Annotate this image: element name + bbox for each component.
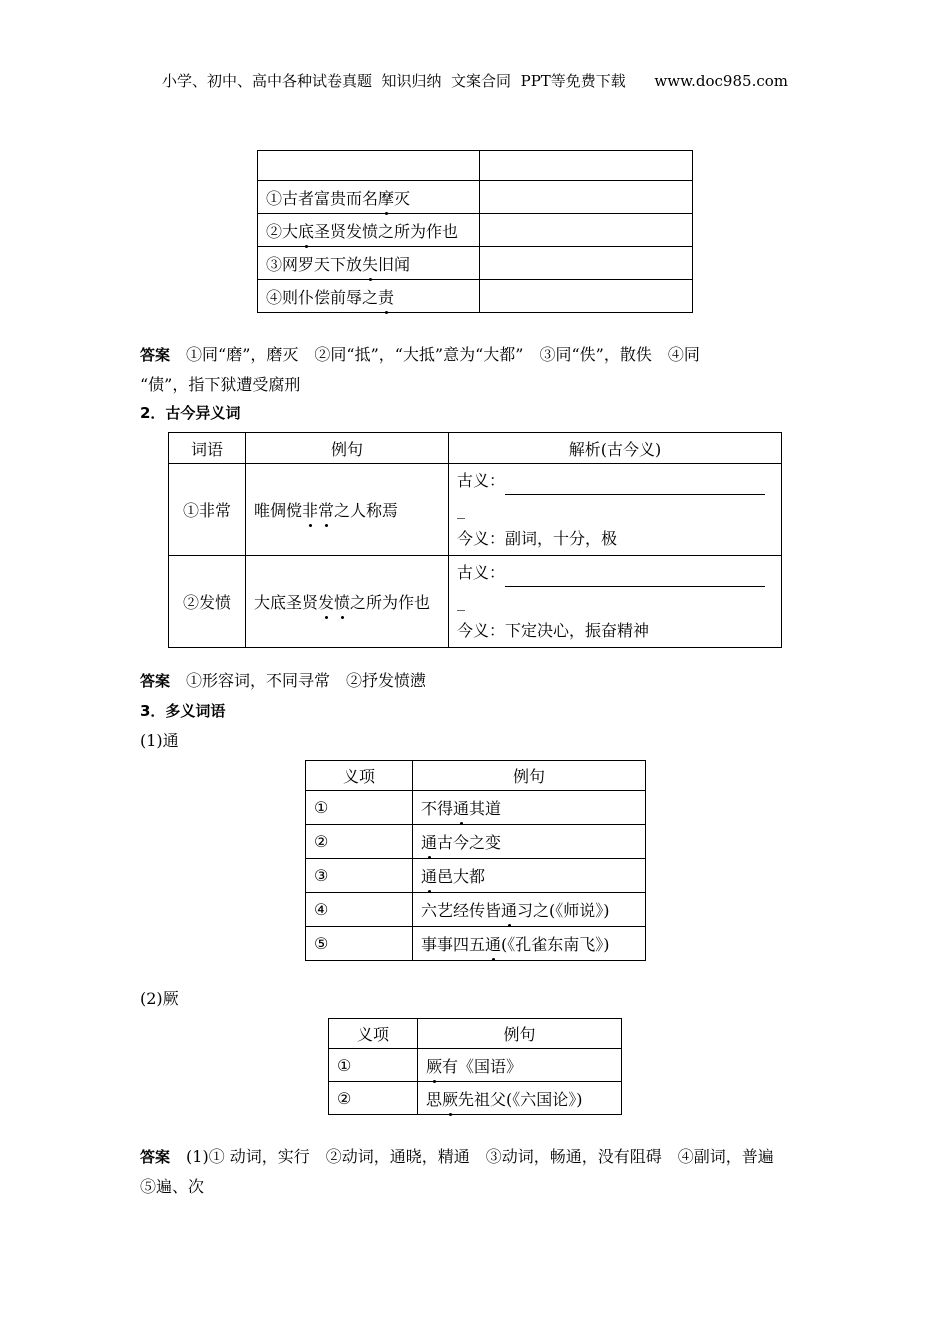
emphasis-dotted-char: 底 <box>298 219 314 242</box>
table-cell: ②发愤 <box>169 556 246 648</box>
table-row <box>306 825 646 859</box>
emphasis-dotted-char: 通 <box>501 898 517 921</box>
emphasis-dotted-char: 摩 <box>378 186 394 209</box>
table-cell: ①非常 <box>169 464 246 556</box>
table-tong <box>305 760 646 961</box>
table-cell: ③ <box>306 859 413 893</box>
answer-blank <box>505 478 765 495</box>
table-tongjiazi <box>257 150 693 313</box>
table-cell: 厥有《国语》 <box>418 1049 622 1082</box>
table-cell: ②大底圣贤发愤之所为作也 <box>258 214 480 247</box>
table-cell: ①古者富贵而名摩灭 <box>258 181 480 214</box>
table-cell <box>480 247 693 280</box>
table-row <box>306 927 646 961</box>
table-cell: ③网罗天下放失旧闻 <box>258 247 480 280</box>
emphasis-dotted-char: 愤 <box>334 590 350 613</box>
table-row <box>306 791 646 825</box>
answer-label: 答案 <box>140 346 171 364</box>
emphasis-dotted-char: 常 <box>318 498 334 521</box>
table-cell: 大底圣贤发愤之所为作也 <box>246 556 449 648</box>
emphasis-dotted-char: 通 <box>485 932 501 955</box>
table-cell: ① <box>329 1049 418 1082</box>
col-header: 例句 <box>246 433 449 464</box>
table-cell: 六艺经传皆通习之(《师说》) <box>413 893 646 927</box>
table-cell <box>480 181 693 214</box>
table-row <box>258 181 693 214</box>
table-cell: 例句 <box>418 1019 622 1049</box>
table-cell: 思厥先祖父(《六国论》) <box>418 1082 622 1115</box>
table-cell: 唯倜傥非常之人称焉 <box>246 464 449 556</box>
table-row <box>169 556 782 648</box>
table-row <box>169 464 782 556</box>
table-row <box>306 893 646 927</box>
table-cell <box>480 280 693 313</box>
table-row <box>258 280 693 313</box>
table-row <box>329 1049 622 1082</box>
page-header: 小学、初中、高中各种试卷真题 知识归纳 文案合同 PPT等免费下载 www.doc985.com <box>161 72 788 90</box>
subsection-jue: (2)厥 <box>140 989 179 1008</box>
answer-3: 答案 (1)① 动词，实行 ②动词，通晓，精通 ③动词，畅通，没有阻碍 ④副词，普遍 ⑤遍、次 <box>140 1147 774 1196</box>
col-header: 解析(古今义) <box>449 433 782 464</box>
table-cell: 古义： _ 今义：副词，十分，极 <box>449 464 782 556</box>
table-row <box>258 214 693 247</box>
table-row <box>306 859 646 893</box>
table-cell: 例句 <box>413 761 646 791</box>
answer-1: 答案 ①同“磨”，磨灭 ②同“抵”，“大抵”意为“大都” ③同“佚”，散佚 ④同 “债”，指下狱遭受腐刑 <box>140 345 700 394</box>
table-cell: ④则仆偿前辱之责 <box>258 280 480 313</box>
table-cell: ② <box>329 1082 418 1115</box>
table-jue <box>328 1018 622 1115</box>
answer-blank <box>505 570 765 587</box>
emphasis-dotted-char: 失 <box>362 252 378 275</box>
subsection-tong: (1)通 <box>140 731 179 750</box>
table-cell: 古义： _ 今义：下定决心，振奋精神 <box>449 556 782 648</box>
table-cell: 事事四五通(《孔雀东南飞》) <box>413 927 646 961</box>
table-cell <box>480 151 693 181</box>
table-cell: ② <box>306 825 413 859</box>
emphasis-dotted-char: 通 <box>421 864 437 887</box>
emphasis-dotted-char: 责 <box>378 285 394 308</box>
table-cell <box>258 151 480 181</box>
table-gujin-yiyi <box>168 432 782 648</box>
emphasis-dotted-char: 厥 <box>442 1087 458 1110</box>
emphasis-dotted-char: 厥 <box>426 1054 442 1077</box>
table-row <box>329 1082 622 1115</box>
emphasis-dotted-char: 通 <box>453 796 469 819</box>
table-cell: ⑤ <box>306 927 413 961</box>
section-title-3: 3．多义词语 <box>140 702 226 720</box>
table-cell: 义项 <box>306 761 413 791</box>
col-header: 词语 <box>169 433 246 464</box>
table-row <box>258 247 693 280</box>
table-cell: ① <box>306 791 413 825</box>
emphasis-dotted-char: 通 <box>421 830 437 853</box>
table-cell: 不得通其道 <box>413 791 646 825</box>
table-cell: 义项 <box>329 1019 418 1049</box>
emphasis-dotted-char: 发 <box>318 590 334 613</box>
table-cell: 通邑大都 <box>413 859 646 893</box>
table-cell <box>480 214 693 247</box>
answer-2: 答案 ①形容词，不同寻常 ②抒发愤懑 <box>140 671 427 690</box>
table-cell: 通古今之变 <box>413 825 646 859</box>
emphasis-dotted-char: 非 <box>302 498 318 521</box>
table-cell: ④ <box>306 893 413 927</box>
section-title-2: 2．古今异义词 <box>140 404 241 422</box>
